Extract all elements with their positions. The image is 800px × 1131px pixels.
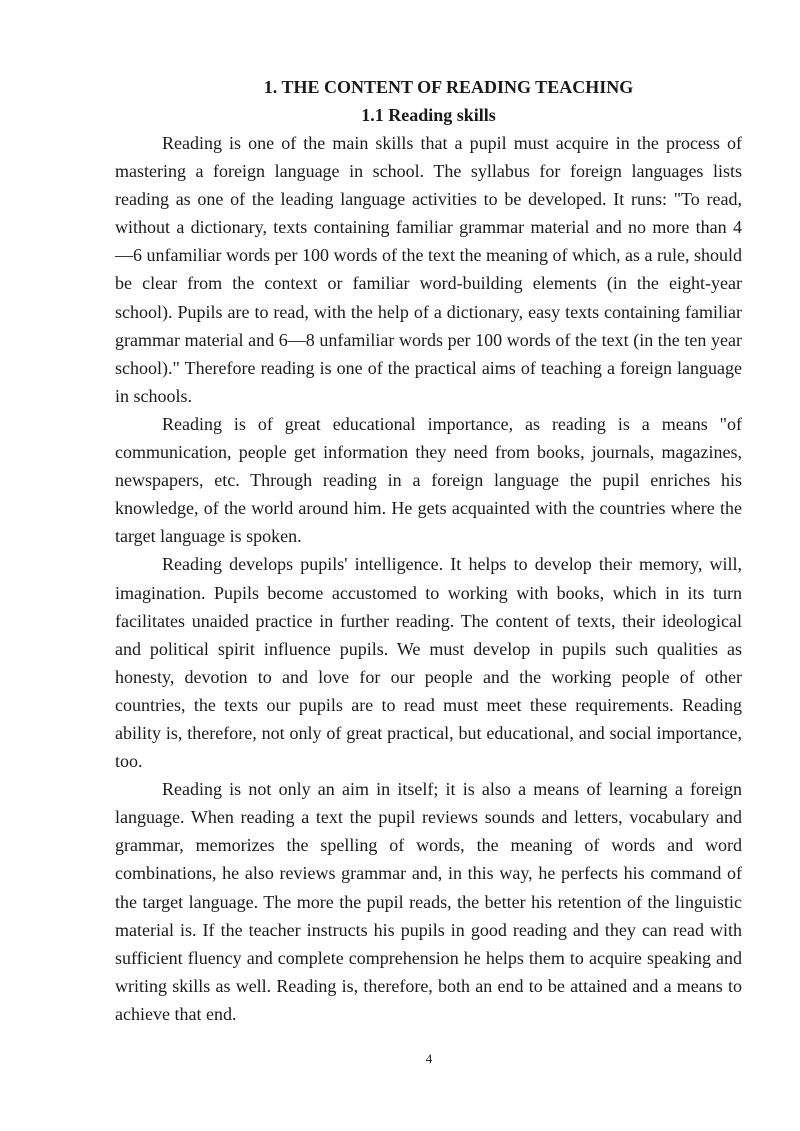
section-title: 1.1 Reading skills (361, 105, 496, 125)
page-body (115, 73, 742, 1028)
body-paragraph: Reading develops pupils' intelligence. It helps to develop their memory, will, imagination. Pupils become accustomed to working with books, which in its turn facilitates unaided practice in further reading. The content of texts, their ideological and political spirit influence pupils. We must develop in pupils such qualities as honesty, devotion to and love for our people and the working people of other countries, the texts our pupils are to read must meet these requirements. Reading ability is, therefore, not only of great practical, but educational, and social importance, too. (115, 554, 742, 772)
body-paragraph: Reading is one of the main skills that a pupil must acquire in the process of mastering a foreign language in school. The syllabus for foreign languages lists reading as one of the leading language activities to be developed. It runs: "To read, without a dictionary, texts containing familiar grammar material and no more than 4 —6 unfamiliar words per 100 words of the text the meaning of which, as a rule, should be clear from the context or familiar word-building elements (in the eight-year school). Pupils are to read, with the help of a dictionary, easy texts containing familiar grammar material and 6—8 unfamiliar words per 100 words of the text (in the ten year school)." Therefore reading is one of the practical aims of teaching a foreign language in schools. (115, 133, 742, 406)
body-paragraph: Reading is not only an aim in itself; it is also a means of learning a foreign language. When reading a text the pupil reviews sounds and letters, vocabulary and grammar, memorizes the spelling of words, the meaning of words and word combinations, he also reviews grammar and, in this way, he perfects his command of the target language. The more the pupil reads, the better his retention of the linguistic material is. If the teacher instructs his pupils in good reading and they can read with sufficient fluency and complete comprehension he helps them to acquire speaking and writing skills as well. Reading is, therefore, both an end to be attained and a means to achieve that end. (115, 779, 742, 1024)
page-number: 4 (425, 1051, 433, 1066)
chapter-title: 1. THE CONTENT OF READING TEACHING (263, 77, 634, 97)
body-paragraph: Reading is of great educational importance, as reading is a means "of communication, people get information they need from books, journals, magazines, newspapers, etc. Through reading in a foreign language the pupil enriches his knowledge, of the world around him. He gets acquainted with the countries where the target language is spoken. (115, 413, 742, 547)
